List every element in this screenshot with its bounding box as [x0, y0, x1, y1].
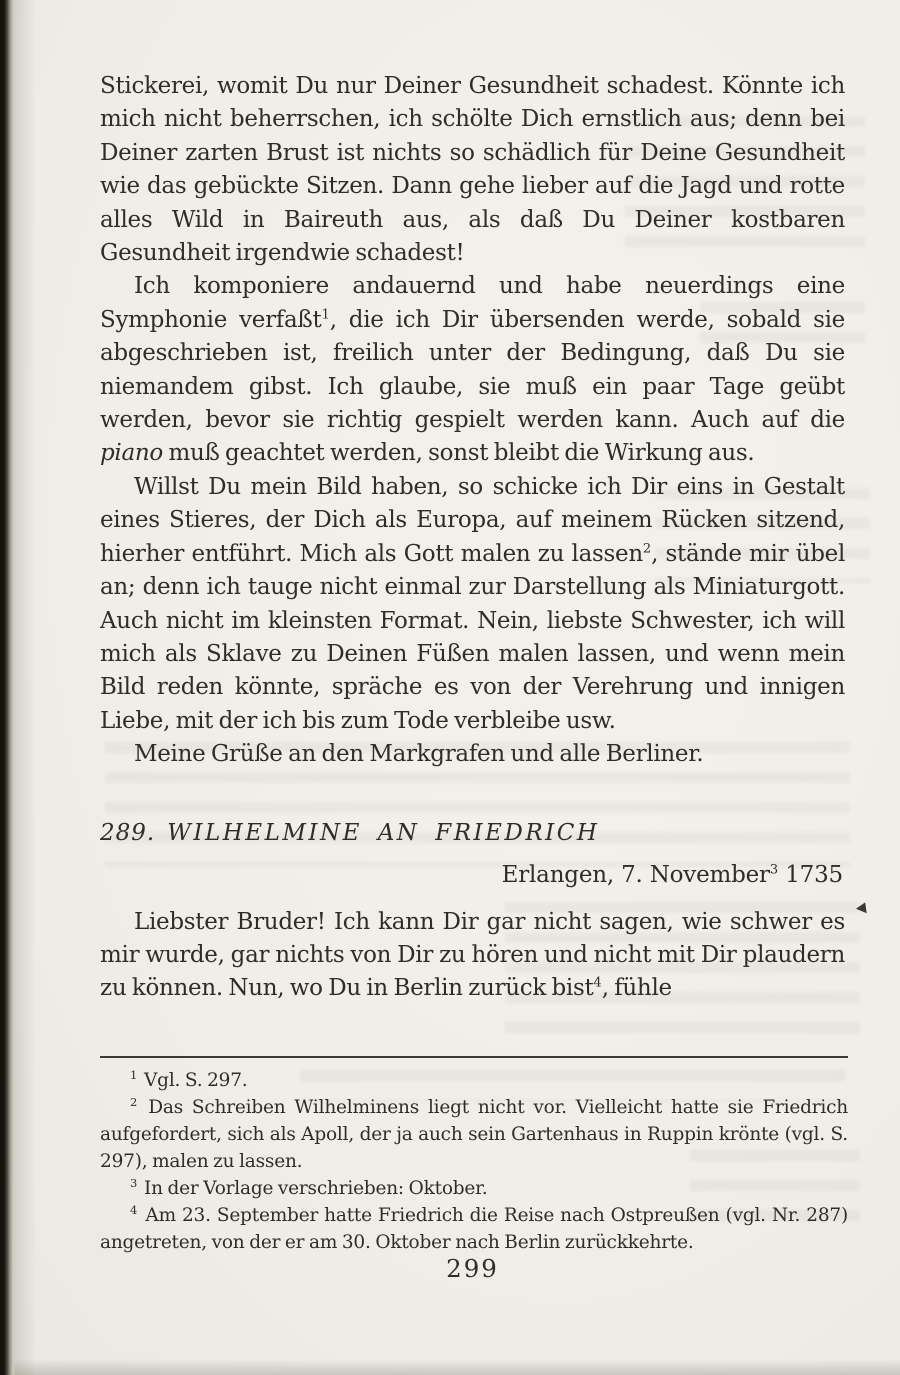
page-number: 299	[446, 1254, 499, 1283]
text-run: Vgl. S. 297.	[144, 1070, 248, 1091]
letter-289-body	[100, 906, 845, 1006]
letter-288-continuation	[100, 70, 845, 772]
paragraph	[100, 906, 845, 1006]
paragraph	[100, 270, 845, 470]
text-run: piano	[100, 440, 163, 467]
text-run: , stände mir übel an; denn ich tauge nicht einmal zur Darstellung als Miniaturgott. Auch nicht im kleinsten Format. Nein, liebste Schwester, ich will mich als Sklave zu Deinen Füßen malen lassen, und wenn mein Bild reden könnte, spräche es von der Verehrung und innigen Liebe, mit der ich bis zum Tode verbleibe usw.	[100, 540, 845, 734]
paragraph	[100, 70, 845, 270]
text-run: , die ich Dir übersenden werde, sobald sie abgeschrieben ist, freilich unter der Bedingung, daß Du sie niemandem gibst. Ich glaube, sie muß ein paar Tage geübt werden, bevor sie richtig gespielt werden kann. Auch auf die	[100, 306, 845, 434]
letter-title: WILHELMINE AN FRIEDRICH	[167, 819, 600, 846]
footnote-separator	[100, 1056, 848, 1058]
paper-crease	[14, 0, 44, 1375]
margin-mark-icon	[855, 902, 866, 914]
text-run: Ich komponiere andauernd und habe neuerdings eine Symphonie verfaßt	[100, 273, 845, 333]
footnote	[100, 1067, 848, 1094]
paragraph	[100, 471, 845, 738]
footnote	[100, 1175, 848, 1202]
footnote-marker: 1	[130, 1067, 138, 1082]
text-run: , fühle	[601, 975, 672, 1002]
footnote-marker: 4	[130, 1202, 138, 1217]
footnotes-section	[100, 1056, 848, 1256]
footnote	[100, 1094, 848, 1175]
footnote-ref: 2	[642, 541, 652, 557]
page-bottom-shadow	[0, 1359, 900, 1375]
text-run: muß geachtet werden, sonst bleibt die Wirkung aus.	[162, 440, 755, 467]
footnote	[100, 1202, 848, 1256]
footnote-ref: 3	[769, 861, 779, 877]
text-run: Liebster Bruder! Ich kann Dir gar nicht sagen, wie schwer es mir wurde, gar nichts von Dir zu hören und nicht mit Dir plaudern zu können. Nun, wo Du in Berlin zurück bist	[100, 908, 845, 1002]
text-run: In der Vorlage verschrieben: Oktober.	[144, 1178, 488, 1199]
text-run: Das Schreiben Wilhelminens liegt nicht vor. Vielleicht hatte sie Friedrich aufgefordert, sich als Apoll, der ja auch sein Gartenhaus in Ruppin krönte (vgl. S. 297), malen zu lassen.	[100, 1097, 848, 1172]
footnote-ref: 4	[593, 975, 602, 991]
footnote-marker: 2	[130, 1094, 138, 1109]
letter-number: 289.	[100, 819, 156, 846]
text-run: Willst Du mein Bild haben, so schicke ich Dir eins in Gestalt eines Stieres, der Dich als Europa, auf meinem Rücken sitzend, hierher entführt. Mich als Gott malen zu lassen	[100, 473, 845, 567]
footnote-list	[100, 1067, 848, 1256]
text-run: Meine Grüße an den Markgrafen und alle Berliner.	[134, 741, 704, 768]
text-run: 1735	[778, 861, 843, 888]
book-gutter-edge	[0, 0, 16, 1375]
footnote-ref: 1	[321, 307, 330, 323]
letter-heading	[100, 816, 845, 850]
text-run: Am 23. September hatte Friedrich die Reise nach Ostpreußen (vgl. Nr. 287) angetreten, von der er am 30. Oktober nach Berlin zurückkehrte.	[100, 1205, 848, 1253]
text-run: Stickerei, womit Du nur Deiner Gesundheit schadest. Könnte ich mich nicht beherrschen, ich schölte Dich ernstlich aus; denn bei Deiner zarten Brust ist nichts so schädlich für Deine Gesundheit wie das gebückte Sitzen. Dann gehe lieber auf die Jagd und rotte alles Wild in Baireuth aus, als daß Du Deiner kostbaren Gesundheit irgendwie schadest!	[100, 73, 845, 267]
dateline	[100, 858, 845, 892]
paragraph	[100, 738, 845, 771]
text-run: Erlangen, 7. November	[501, 861, 770, 888]
text-column	[100, 70, 845, 1006]
footnote-marker: 3	[130, 1175, 138, 1190]
